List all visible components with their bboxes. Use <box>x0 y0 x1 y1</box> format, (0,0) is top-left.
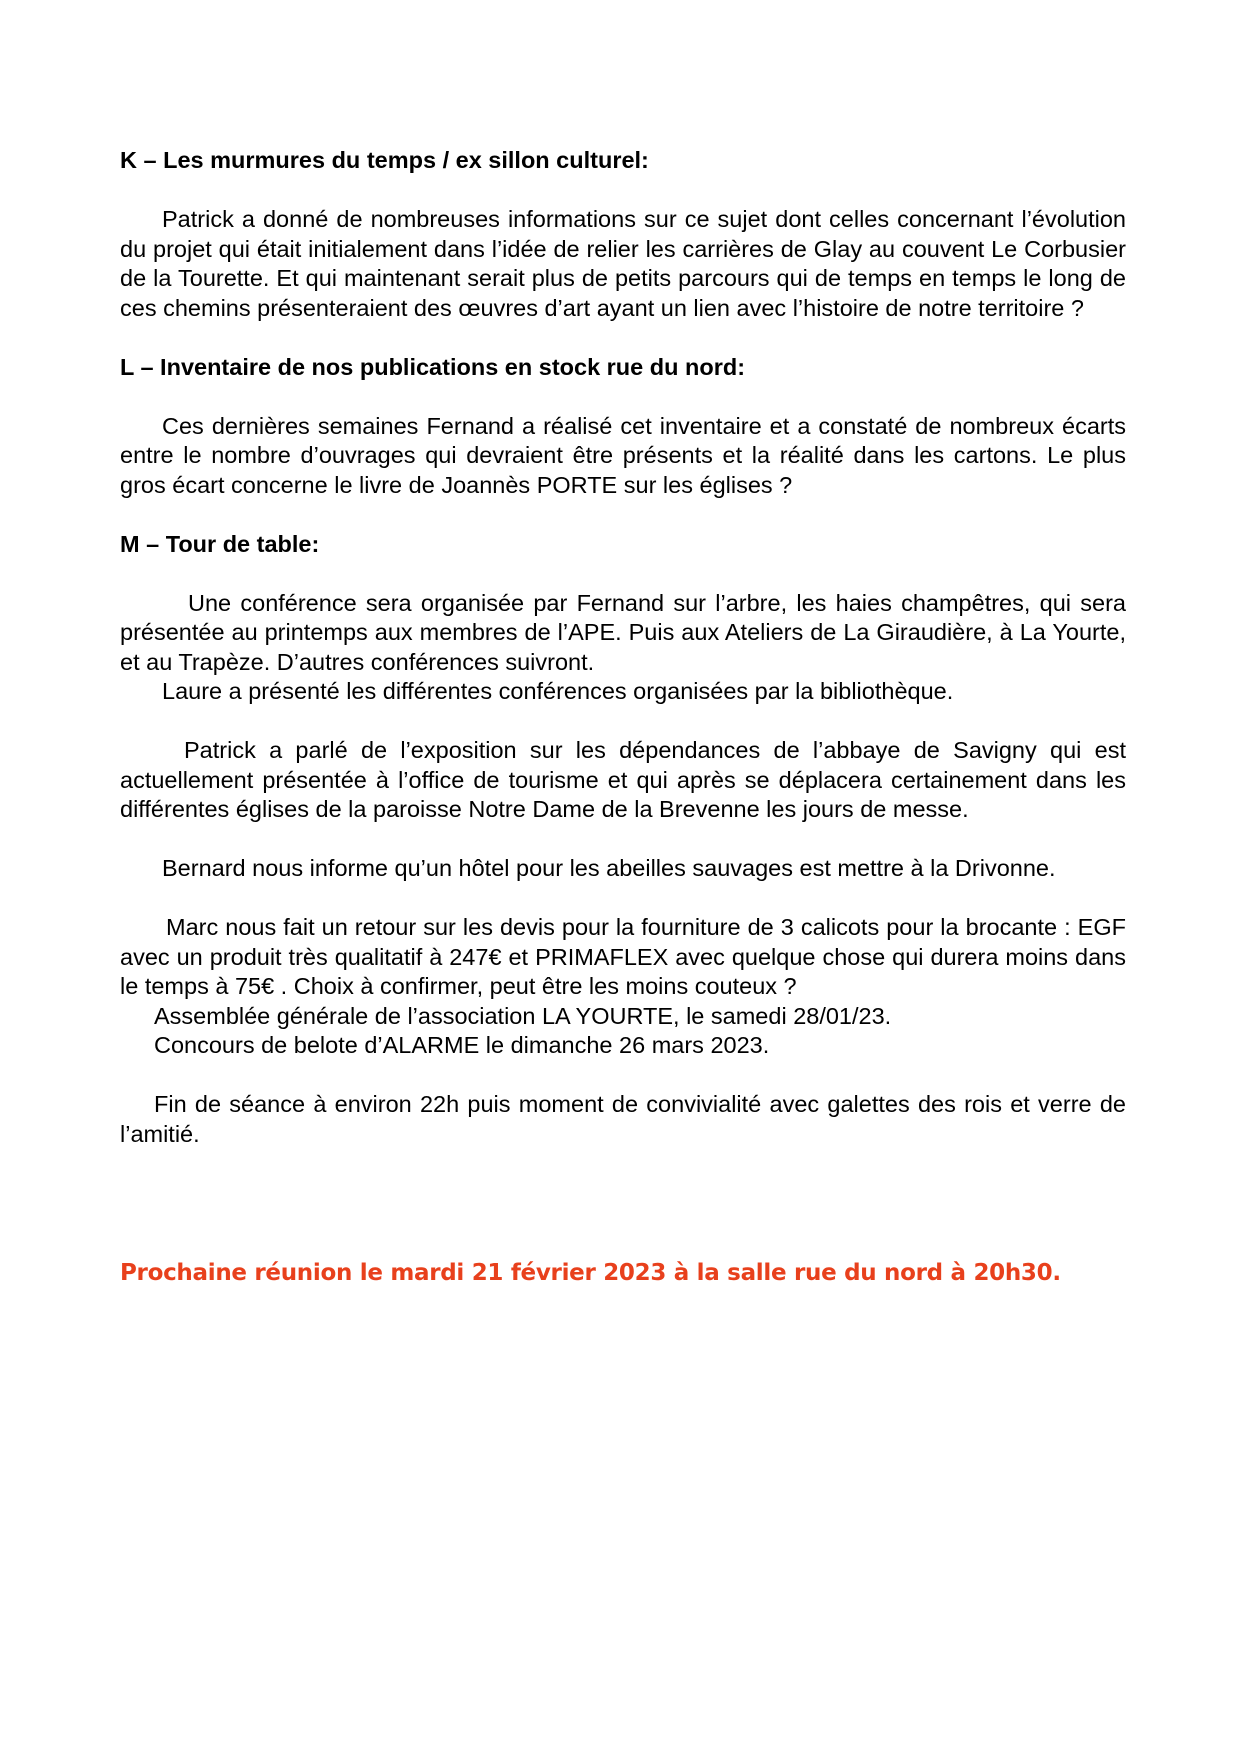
section-m-conference-paragraph: Une conférence sera organisée par Fernand sur l’arbre, les haies champêtres, qui sera présentée au printemps aux membres de l’APE. Puis aux Ateliers de La Giraudière, à La Yourte, et au Trapèze. D’autres conférences suivront. <box>120 589 1126 675</box>
section-m-patrick-paragraph: Patrick a parlé de l’exposition sur les dépendances de l’abbaye de Savigny qui est actuellement présentée à l’office de tourisme et qui après se déplacera certainement dans les différentes églises de la paroisse Notre Dame de la Brevenne les jours de messe. <box>120 737 1126 822</box>
section-m-concours-line: Concours de belote d’ALARME le dimanche 26 mars 2023. <box>154 1032 770 1058</box>
next-meeting-announcement: Prochaine réunion le mardi 21 février 2023 à la salle rue du nord à 20h30. <box>120 1260 1061 1286</box>
section-m-assemblee-line: Assemblée générale de l’association LA YOURTE, le samedi 28/01/23. <box>154 1002 892 1029</box>
section-l-heading: L – Inventaire de nos publications en stock rue du nord: <box>120 353 746 380</box>
section-k-paragraph: Patrick a donné de nombreuses informations sur ce sujet dont celles concernant l’évolution du projet qui était initialement dans l’idée de relier les carrières de Glay au couvent Le Corbusier de la Tourette. Et qui maintenant serait plus de petits parcours qui de temps en temps le long de ces chemins présenteraient des œuvres d’art ayant un lien avec l’histoire de notre territoire ? <box>120 206 1126 321</box>
section-m-bernard-line: Bernard nous informe qu’un hôtel pour les abeilles sauvages est mettre à la Drivonne. <box>162 855 1056 881</box>
section-m-heading: M – Tour de table: <box>120 530 320 557</box>
section-k-heading: K – Les murmures du temps / ex sillon culturel: <box>120 147 649 173</box>
section-m-marc-paragraph: Marc nous fait un retour sur les devis pour la fourniture de 3 calicots pour la brocante : EGF avec un produit très qualitatif à 247€ et PRIMAFLEX avec quelque chose qui durera moins dans le temps à 75€ . Choix à confirmer, peut être les moins couteux ? <box>120 914 1126 999</box>
section-m-laure-line: Laure a présenté les différentes conférences organisées par la bibliothèque. <box>162 678 954 704</box>
document-body <box>120 146 1126 1149</box>
section-m-fin-paragraph: Fin de séance à environ 22h puis moment de convivialité avec galettes des rois et verre de l’amitié. <box>120 1091 1126 1147</box>
section-l-paragraph: Ces dernières semaines Fernand a réalisé cet inventaire et a constaté de nombreux écarts entre le nombre d’ouvrages qui devraient être présents et la réalité dans les cartons. Le plus gros écart concerne le livre de Joannès PORTE sur les églises ? <box>120 412 1126 498</box>
